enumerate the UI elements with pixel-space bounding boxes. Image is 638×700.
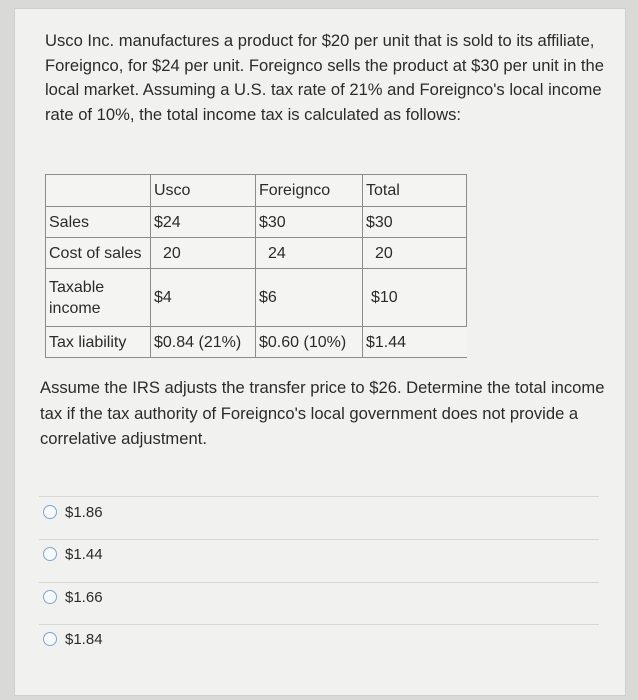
radio-button[interactable] — [43, 547, 57, 561]
cell-usco: $4 — [151, 269, 256, 327]
divider — [39, 539, 599, 540]
table-row — [46, 207, 467, 238]
question-prompt: Assume the IRS adjusts the transfer price to $26. Determine the total income tax if the tax authority of Foreignco's local government does not provide a correlative adjustment. — [40, 378, 605, 448]
answer-option-4[interactable] — [43, 628, 103, 650]
cell-foreignco: 24 — [256, 238, 363, 269]
option-label: $1.86 — [65, 503, 103, 521]
radio-button[interactable] — [43, 632, 57, 646]
tax-table — [45, 174, 467, 358]
answer-option-1[interactable] — [43, 501, 103, 523]
cell-usco: $24 — [151, 207, 256, 238]
row-label — [46, 269, 151, 327]
cell-total: $30 — [363, 207, 467, 238]
answer-option-2[interactable] — [43, 543, 103, 565]
question-intro: Usco Inc. manufactures a product for $20 per unit that is sold to its affiliate, Foreignco, for $24 per unit. Foreignco sells the product at $30 per unit in the local market. Assuming a U.S. tax rate of 21% and Foreignco's local income rate of 10%, the total income tax is calculated as follows: — [45, 31, 604, 124]
table-header-row — [46, 175, 467, 207]
table-row — [46, 327, 467, 358]
divider — [39, 624, 599, 625]
header-total: Total — [363, 175, 467, 207]
row-label-line2: income — [49, 299, 101, 317]
cell-total: 20 — [363, 238, 467, 269]
cell-foreignco: $0.60 (10%) — [256, 327, 363, 358]
row-label: Sales — [46, 207, 151, 238]
cell-foreignco: $30 — [256, 207, 363, 238]
header-usco: Usco — [151, 175, 256, 207]
option-label: $1.44 — [65, 545, 103, 563]
cell-total: $1.44 — [363, 327, 467, 358]
option-label: $1.84 — [65, 630, 103, 648]
cell-total: $10 — [363, 269, 467, 327]
header-empty — [46, 175, 151, 207]
divider — [39, 582, 599, 583]
row-label: Tax liability — [46, 327, 151, 358]
row-label-line1: Taxable — [49, 278, 105, 296]
cell-usco: $0.84 (21%) — [151, 327, 256, 358]
radio-button[interactable] — [43, 590, 57, 604]
table-row — [46, 269, 467, 327]
cell-usco: 20 — [151, 238, 256, 269]
question-page — [14, 8, 626, 696]
table-row — [46, 238, 467, 269]
header-foreignco: Foreignco — [256, 175, 363, 207]
row-label: Cost of sales — [46, 238, 151, 269]
radio-button[interactable] — [43, 505, 57, 519]
cell-foreignco: $6 — [256, 269, 363, 327]
option-label: $1.66 — [65, 588, 103, 606]
divider — [39, 496, 599, 497]
answer-option-3[interactable] — [43, 586, 103, 608]
